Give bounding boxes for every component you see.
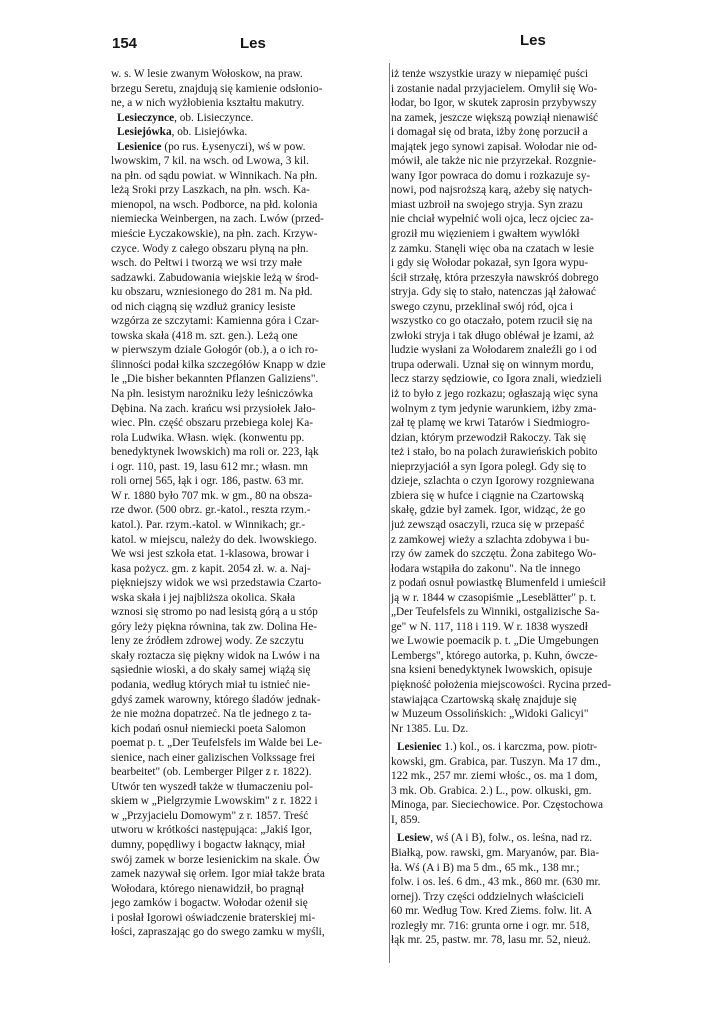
right-column-line: i zostanie nadal przyjacielem. Omylił się Wo-: [391, 82, 598, 95]
right-column-line: z podań osnuł powiastkę Blumenfeld i umieścił: [391, 577, 606, 590]
left-column-line: jego zamków i bogactw. Wołodar ożenił się: [111, 897, 308, 910]
left-column-line: Lesienice (po rus. Łysenyczi), wś w pow.: [117, 140, 306, 153]
left-column-line: i posłał Igorowi oświadczenie braterskiej mi-: [111, 911, 316, 924]
right-column-line: Nr 1385. Lu. Dz.: [391, 722, 469, 735]
left-column-line: i ogr. 110, past. 19, lasu 612 mr.; własn. mn: [111, 460, 308, 473]
left-column-line: ku obszaru, wzniesionego do 281 m. Na płd.: [111, 286, 313, 299]
right-column-line: nieprzyjaciół a syn Igora poległ. Gdy się to: [391, 460, 587, 473]
left-column-line: sadzawki. Zabudowania wiejskie leżą w środ-: [111, 271, 319, 284]
right-column-line: wany Igor powraca do domu i rozkazuje sy-: [391, 169, 591, 182]
right-column-line: ornej). Trzy części oddzielnych właścicieli: [391, 890, 584, 903]
left-column-line: gdyś zamek warowny, którego śladów jednak-: [111, 693, 321, 706]
right-column-line: we Lwowie poemacik p. t. „Die Umgebungen: [391, 635, 599, 648]
left-column-line: w. s. W lesie zwanym Wołoskow, na praw.: [111, 68, 303, 80]
left-column-line: brzegu Seretu, znajdują się kamienie odsłonio-: [111, 82, 323, 95]
right-column-line: lecz starzy sędziowie, co Igora znali, wiedzieli: [391, 373, 602, 386]
right-column-line: też i stało, bo na polach żurawieńskich pobito: [391, 446, 598, 459]
right-column-line: „Der Teufelsfels zu Winniki, ostgalizische Sa-: [391, 606, 600, 619]
left-column-line: skiem w „Pielgrzymie Lwowskim" z r. 1822 i: [111, 795, 318, 808]
right-column-line: ścił strzałę, która przeszyła nawskróś dobrego: [391, 271, 599, 284]
right-column-line: 3 mk. Ob. Grabica. 2.) L., pow. olkuski, gm.: [391, 784, 592, 797]
right-column-line: kowski, gm. Grabica, par. Tuszyn. Ma 17 dm.,: [391, 755, 601, 768]
column-divider: [389, 63, 390, 963]
left-column-line: swój zamek w borze lesienickim na skale. Ów: [111, 853, 320, 866]
page-number: 154: [112, 35, 138, 52]
right-column-line: Lesieniec 1.) kol., os. i karczma, pow. piotr-: [397, 741, 598, 754]
left-column-line: w pierwszym dziale Gołogór (ob.), a o ich ro-: [111, 344, 319, 357]
left-column-line: katol. w miejscu, należy do dek. lwowskiego.: [111, 533, 317, 546]
left-column-line: ślinności podał kilka szczegółów Knapp w dzie: [111, 358, 326, 371]
right-column-line: Białką, pow. rawski, gm. Maryanów, par. Bia-: [391, 846, 600, 859]
right-column-line: I, 859.: [391, 813, 421, 826]
right-column-line: zał tę plamę we krwi Tatarów i Siedmiogro-: [391, 417, 590, 430]
right-column-line: wszystko co go otaczało, potem rzucił się na: [391, 315, 593, 328]
left-column-line: wska skała i jej najbliższa okolica. Skała: [111, 591, 296, 604]
right-column-line: folw. i os. leś. 6 dm., 43 mk., 860 mr. (630 mr.: [391, 876, 601, 889]
right-column-line: na zamek, jeszcze większą powziął nienawiść: [391, 111, 599, 124]
left-column-line: sąsiednie wioski, a do skały samej wiążą się: [111, 664, 311, 677]
right-column-line: trupa oderwali. Uznał się on winnym mordu,: [391, 358, 594, 371]
right-column-line: piękność położenia miejscowości. Rycina przed-: [391, 678, 612, 691]
left-column-line: zamek nazywał się orłem. Igor miał także brata: [111, 868, 325, 881]
right-column-line: iż to było z jego rozkazu; ogłaszają więc syna: [391, 388, 599, 401]
left-column-line: rola Ludwika. Własn. więk. (konwentu pp.: [111, 431, 305, 444]
right-column-line: mówił, ale także nic nie przyrzekał. Rozgnie-: [391, 155, 597, 168]
left-column-line: wzgórza ze szczytami: Kamienna góra i Czar-: [111, 315, 320, 328]
left-column-line: utworu w krótkości następująca: „Jakiś Igor,: [111, 824, 312, 837]
left-column-line: le „Die bisher bekannten Pflanzen Galiziens".: [111, 373, 319, 386]
right-column-line: i gdy się Wołodar pokazał, syn Igora wypu-: [391, 257, 589, 270]
right-column-line: zbiera się w hufce i ciągnie na Czartowską: [391, 489, 584, 502]
right-column-line: z zamkowej wieży a szlachta zdobywa i bu-: [391, 533, 590, 546]
right-column-line: ge" w N. 117, 118 i 119. W r. 1838 wyszedł: [391, 620, 588, 633]
left-column-line: wiec. Płn. część obszaru przebiega kolej Ka-: [111, 417, 313, 430]
right-column-line: sna ksieni benedyktynek lwowskich, opisuje: [391, 664, 593, 677]
running-head-left: Les: [240, 35, 266, 52]
right-column-line: 122 mk., 257 mr. ziemi włośc., os. ma 1 dom,: [391, 770, 598, 783]
left-column-line: sienice, nach einer galizischen Volkssage frei: [111, 751, 316, 764]
right-column-line: rzy ów zamek do szczętu. Żona zabitego Wo-: [391, 548, 597, 561]
left-column-line: katol.). Par. rzym.-katol. w Winnikach; gr.-: [111, 518, 306, 531]
left-column-line: łości, zapraszając go do swego zamku w myśli,: [111, 926, 325, 939]
left-column-line: wznosi się stromo po nad lesistą górą a u stóp: [111, 606, 318, 619]
right-column-line: 60 mr. Według Tow. Kred Ziems. folw. lit. A: [391, 905, 593, 918]
left-column: [111, 67, 388, 940]
running-head-right: Les: [520, 32, 546, 49]
left-column-line: Lesieczynce, ob. Lisieczynce.: [117, 111, 254, 124]
left-column-line: leżą Sroki przy Laszkach, na płn. wsch. Ka-: [111, 184, 310, 197]
right-column-line: łąk mr. 25, pastw. mr. 78, lasu mr. 52, nieuż.: [391, 934, 591, 947]
left-column-line: na płn. od sądu powiat. w Winnikach. Na płn.: [111, 169, 318, 182]
left-column-line: podania, według których miał tu istnieć nie-: [111, 678, 311, 691]
right-column-line: swego czynu, przeklinał swój ród, ojca i: [391, 300, 573, 313]
left-column-line: roli ornej 565, łąk i ogr. 186, pastw. 63 mr.: [111, 475, 304, 488]
left-column-line: skały roztacza się piękny widok na Lwów i na: [111, 649, 320, 662]
right-column-line: zwłoki stryja i tak długo obléwał je łzami, aż: [391, 329, 594, 342]
left-column-line: benedyktynek lwowskich) ma roli or. 223, łąk: [111, 446, 319, 459]
left-column-line: Dębina. Na zach. krańcu wsi przysiołek Jało-: [111, 402, 316, 415]
left-column-line: góry leży piękna równina, tak zw. Dolina He-: [111, 620, 317, 633]
left-column-line: leny ze źródłem zdrowej wody. Ze szczytu: [111, 635, 304, 648]
right-column-line: Minoga, par. Sieciechowice. Por. Częstochowa: [391, 799, 604, 812]
left-column-line: ne, a w nich wyżłobienia kształtu makutry.: [111, 97, 305, 110]
right-column-line: groził mu więzieniem i gwałtem wywlókł: [391, 228, 580, 241]
right-column-line: iż tenże wszystkie urazy w niepamięć puści: [391, 68, 588, 80]
left-column-line: bearbeitet" (ob. Lemberger Pilger z r. 1822).: [111, 766, 312, 779]
left-column-line: rze dwor. (500 obrz. gr.-katol., reszta rzym.-: [111, 504, 311, 517]
right-column: [391, 67, 683, 948]
left-column-line: niemiecka Weinbergen, na zach. Lwów (przed-: [111, 213, 324, 226]
right-column-line: nowi, pod najsroższą karą, ażeby się natych-: [391, 184, 593, 197]
left-column-line: towska skała (418 m. szt. gen.). Leżą one: [111, 329, 298, 342]
right-column-line: skałę, gdzie był zamek. Igor, widząc, że go: [391, 504, 586, 517]
right-column-line: stawiająca Czartowską skałę znajduje się: [391, 693, 577, 706]
left-column-line: że nie można dopatrzeć. Na tle jednego z ta-: [111, 708, 312, 721]
right-column-line: łodar, bo Igor, w skutek zaprosin przybywszy: [391, 97, 597, 110]
right-column-line: Lembergs", którego autorka, p. Kuhn, ówcze-: [391, 649, 598, 662]
right-column-line: ludzie wysłani za Wołodarem znaleźli go i od: [391, 344, 597, 357]
left-column-line: Lesiejówka, ob. Lisiejówka.: [117, 126, 248, 139]
right-column-line: dzian, którym przewodził Rakoczy. Tak się: [391, 431, 586, 444]
right-column-line: Lesiew, wś (A i B), folw., os. leśna, nad rz.: [397, 832, 593, 845]
left-column-line: Utwór ten wyszedł także w tłumaczeniu pol-: [111, 780, 314, 793]
right-column-line: już zewsząd osaczyli, rzuca się w przepaść: [391, 518, 585, 531]
left-column-line: dumny, popędliwy i bogactw łaknący, miał: [111, 838, 305, 851]
right-column-line: w Muzeum Ossolińskich: „Widoki Galicyi": [391, 708, 589, 721]
left-column-line: kasa pożycz. gm. z kapit. 2054 zł. w. a. Naj-: [111, 562, 311, 575]
left-column-line: od nich ciągną się wzdłuż granicy lesiste: [111, 300, 296, 313]
left-column-line: poemat p. t. „Der Teufelsfels im Walde bei Le-: [111, 737, 323, 750]
left-column-line: mieście Łyczakowskie), na płn. zach. Krzyw-: [111, 228, 318, 241]
right-column-line: majątek jego synowi zapisał. Wołodar nie od-: [391, 140, 598, 153]
left-column-line: Wołodara, którego nienawidził, bo pragnął: [111, 882, 304, 895]
left-column-line: Na płn. lesistym narożniku leży leśniczówka: [111, 388, 314, 401]
right-column-line: łodara wstąpiła do zakonu". Na tle innego: [391, 562, 581, 575]
right-column-line: dzieje, szlachta o czyn Igorowy rozgniewana: [391, 475, 595, 488]
left-column-line: mienopol, na wsch. Podborce, na płd. kolonia: [111, 198, 318, 211]
right-column-line: z zamku. Stanęli więc oba na czatach w lesie: [391, 242, 594, 255]
left-column-line: kich podań osnuł niemiecki poeta Salomon: [111, 722, 306, 735]
right-column-line: nie chciał wypełnić woli ojca, lecz ojciec za-: [391, 213, 594, 226]
right-column-line: ją w r. 1844 w czasopiśmie „Leseblätter" p. t.: [391, 591, 597, 604]
right-column-line: ła. Wś (A i B) ma 5 dm., 65 mk., 138 mr.;: [391, 861, 580, 874]
left-column-line: W r. 1880 było 707 mk. w gm., 80 na obsza-: [111, 489, 313, 502]
right-column-line: i domagał się od brata, iżby żonę porzucił a: [391, 126, 588, 139]
right-column-line: miast uzbroił na swojego stryja. Syn zrazu: [391, 198, 583, 211]
right-column-line: wolnym z tym jedynie warunkiem, iżby zma-: [391, 402, 597, 415]
left-column-line: We wsi jest szkoła etat. 1-klasowa, browar i: [111, 548, 310, 561]
left-column-line: lwowskim, 7 kil. na wsch. od Lwowa, 3 kil.: [111, 155, 309, 168]
left-column-line: wsch. do Pełtwi i tworzą we wsi trzy małe: [111, 257, 303, 270]
right-column-line: rozległy mr. 716: grunta orne i ogr. mr. 518,: [391, 919, 590, 932]
left-column-line: piękniejszy widok we wsi przedstawia Czarto-: [111, 577, 322, 590]
right-column-line: stryja. Gdy się to stało, natenczas jął żałować: [391, 286, 596, 299]
left-column-line: w „Przyjacielu Domowym" z r. 1857. Treść: [111, 809, 309, 822]
left-column-line: czyce. Wody z całego obszaru płyną na płn.: [111, 242, 309, 255]
